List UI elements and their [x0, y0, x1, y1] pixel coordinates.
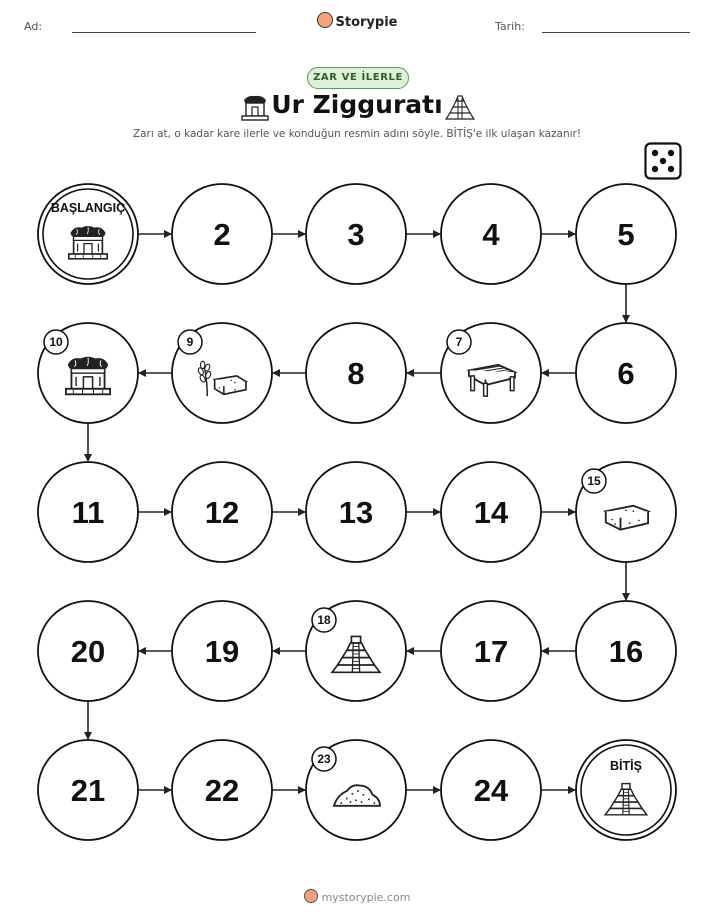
board-square-17[interactable]	[441, 601, 541, 701]
board-square-11[interactable]	[38, 462, 138, 562]
finish-label: BİTİŞ	[610, 759, 642, 773]
footer: mystorypie.com	[0, 889, 714, 904]
board-square-9[interactable]	[172, 323, 272, 423]
square-number: 22	[204, 773, 240, 808]
board-square-15[interactable]	[576, 462, 676, 562]
square-number-tag-label: 9	[186, 335, 194, 349]
board-square-7[interactable]	[441, 323, 541, 423]
board-square-10[interactable]	[38, 323, 138, 423]
square-number: 16	[608, 634, 644, 669]
board-square-4[interactable]	[441, 184, 541, 284]
square-number: 20	[70, 634, 106, 669]
square-number: 19	[204, 634, 240, 669]
board-square-23[interactable]	[306, 740, 406, 840]
storypie-logo-icon	[304, 889, 318, 903]
board-square-20[interactable]	[38, 601, 138, 701]
square-number-tag-label: 7	[455, 335, 463, 349]
board-square-8[interactable]	[306, 323, 406, 423]
square-number: 5	[617, 217, 635, 252]
square-number-tag-label: 15	[587, 474, 601, 488]
name-label: Ad:	[24, 20, 43, 33]
finish-square[interactable]	[576, 740, 676, 840]
board-square-5[interactable]	[576, 184, 676, 284]
board-square-22[interactable]	[172, 740, 272, 840]
square-number-tag-label: 18	[317, 613, 331, 627]
start-label: BAŞLANGIÇ	[50, 201, 126, 215]
board-square-16[interactable]	[576, 601, 676, 701]
instructions: Zarı at, o kadar kare ilerle ve konduğun resmin adını söyle. BİTİŞ'e ilk ulaşan kazanır!	[132, 128, 582, 140]
board-square-14[interactable]	[441, 462, 541, 562]
board-square-19[interactable]	[172, 601, 272, 701]
square-number: 3	[347, 217, 365, 252]
square-number: 8	[347, 356, 365, 391]
board-square-24[interactable]	[441, 740, 541, 840]
square-number: 4	[482, 217, 500, 252]
page-title: Ur Zigguratı	[271, 90, 443, 119]
board-square-2[interactable]	[172, 184, 272, 284]
board-square-18[interactable]	[306, 601, 406, 701]
brand: Storypie	[0, 12, 714, 30]
square-number: 6	[617, 356, 635, 391]
board-square-3[interactable]	[306, 184, 406, 284]
square-number: 2	[213, 217, 231, 252]
ziggurat-temple-icon	[66, 357, 110, 395]
game-type-badge: ZAR VE İLERLE	[307, 67, 409, 89]
board-square-21[interactable]	[38, 740, 138, 840]
square-number: 12	[204, 495, 240, 530]
square-number: 24	[473, 773, 509, 808]
square-number: 13	[338, 495, 374, 530]
square-number: 11	[71, 495, 105, 530]
board-square-13[interactable]	[306, 462, 406, 562]
board-square-6[interactable]	[576, 323, 676, 423]
square-number-tag-label: 10	[49, 335, 63, 349]
start-square[interactable]	[38, 184, 138, 284]
square-number: 21	[70, 773, 106, 808]
square-number-tag-label: 23	[317, 752, 331, 766]
ziggurat-temple-icon	[69, 226, 107, 259]
square-number: 17	[473, 634, 509, 669]
date-label: Tarih:	[495, 20, 525, 33]
board-square-12[interactable]	[172, 462, 272, 562]
square-number: 14	[473, 495, 509, 530]
